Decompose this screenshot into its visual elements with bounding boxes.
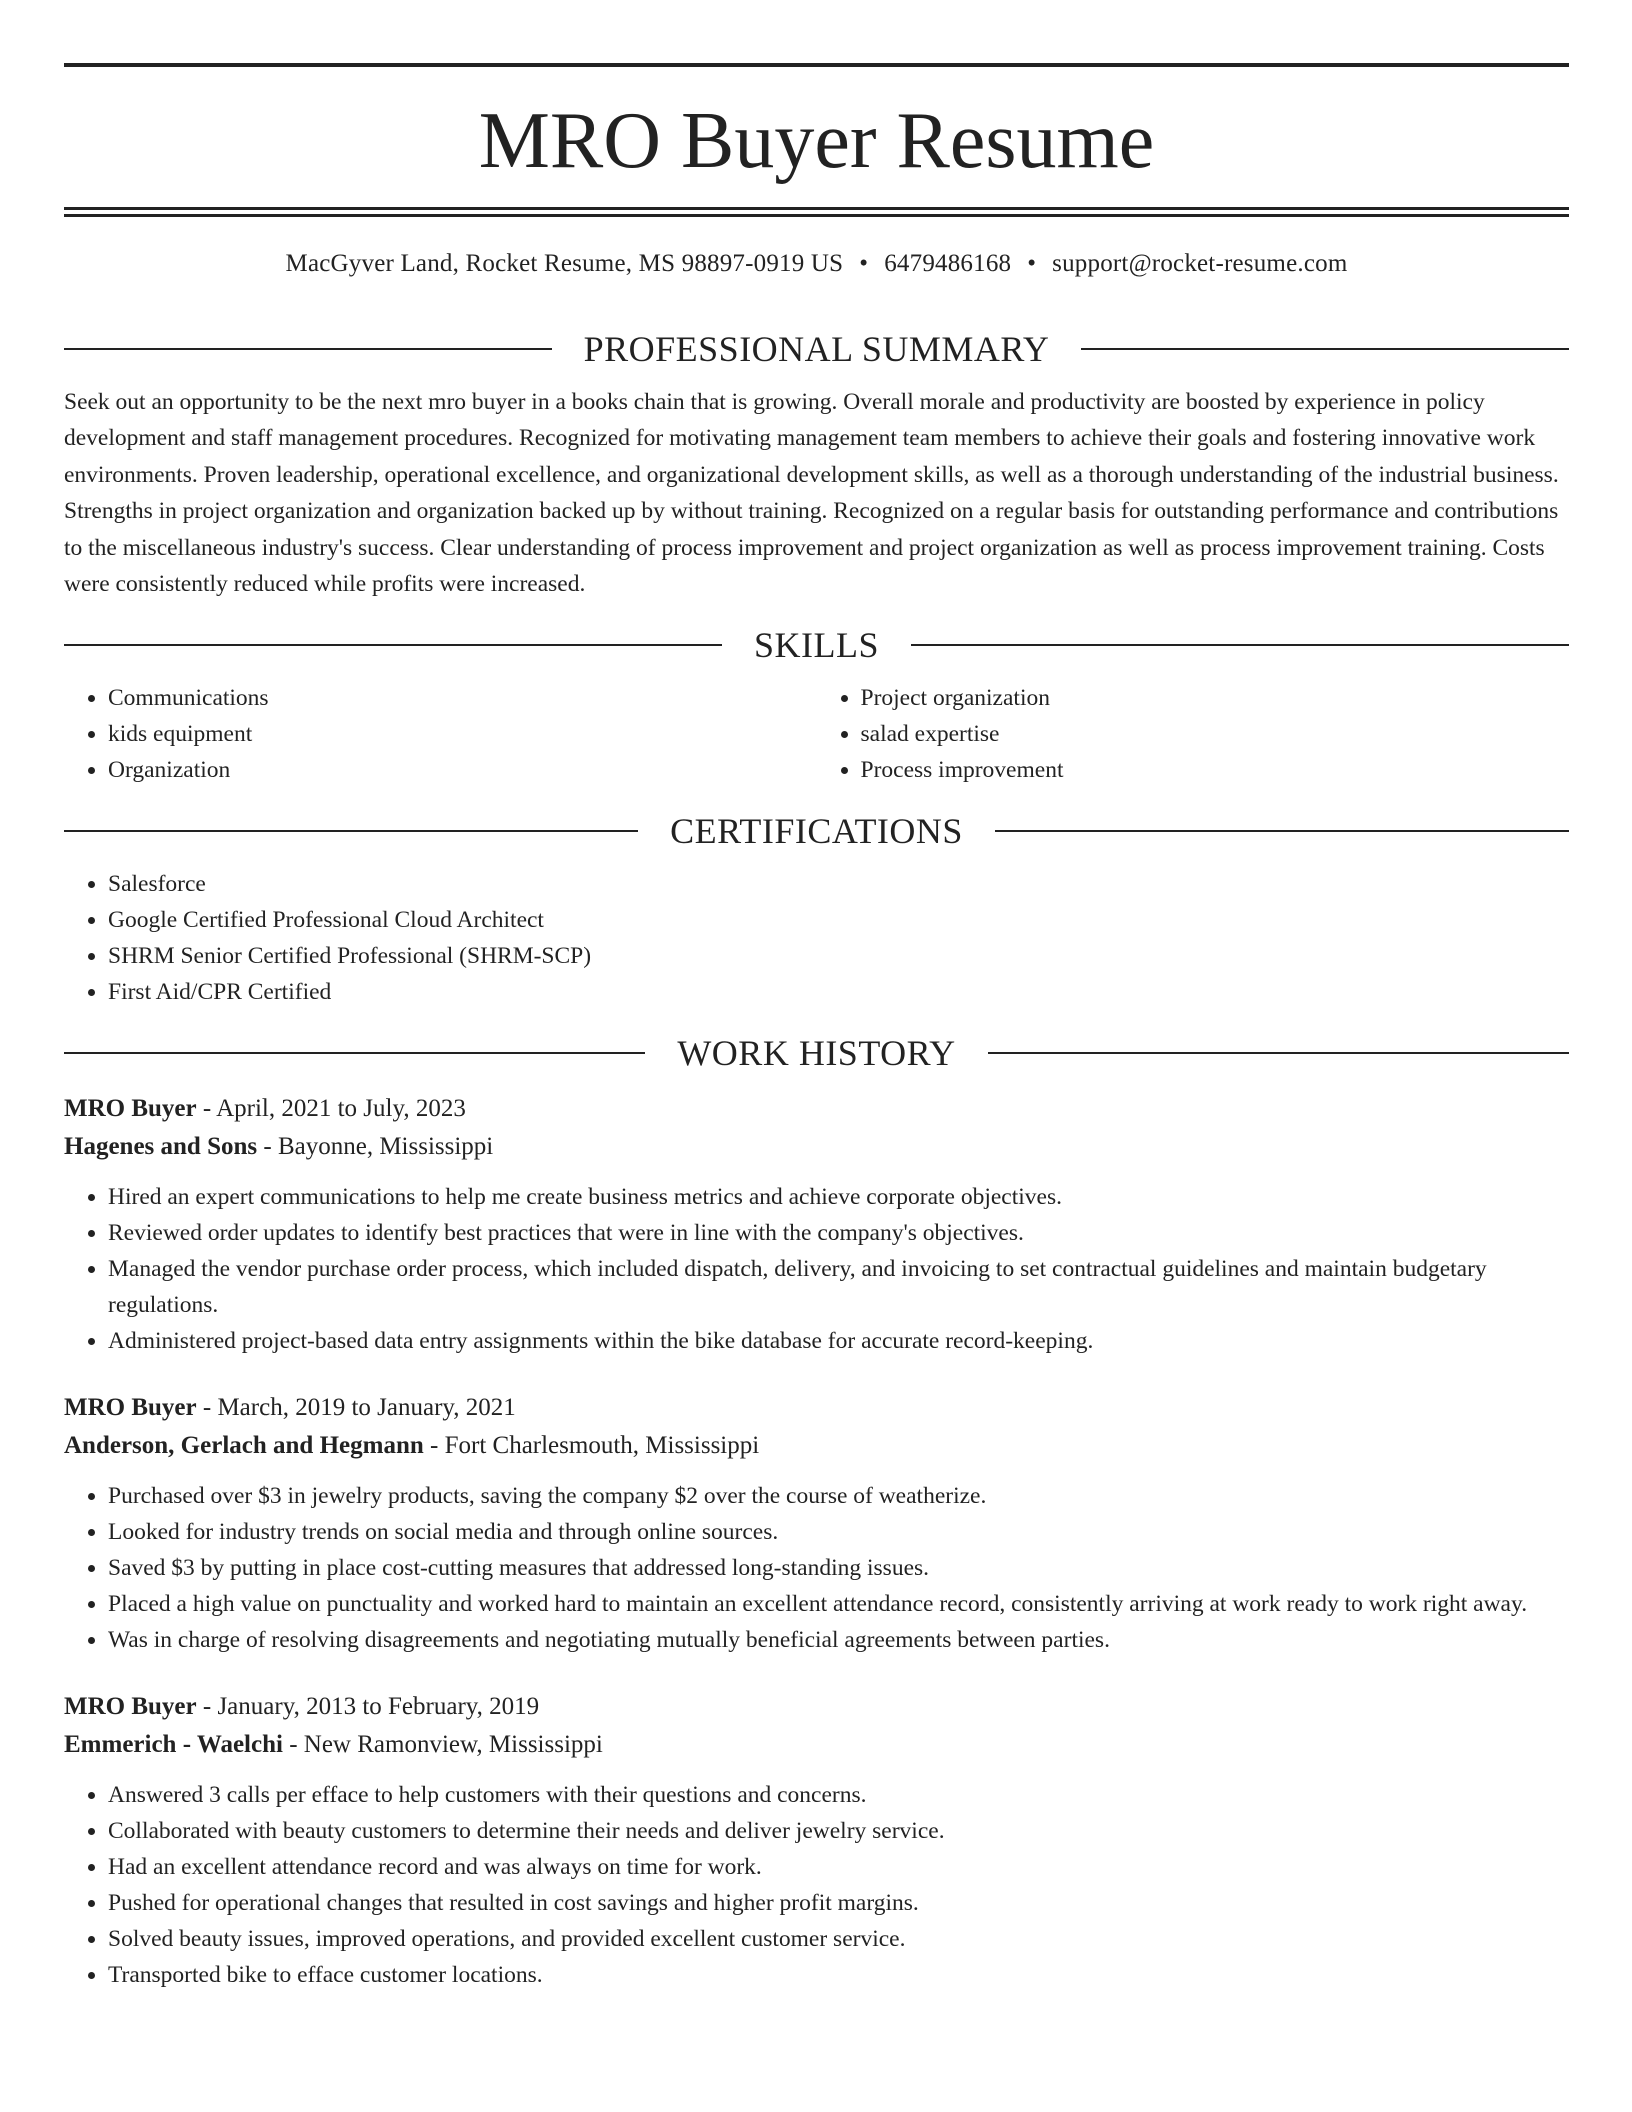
contact-phone: 6479486168 — [884, 250, 1012, 277]
resume-title: MRO Buyer Resume — [478, 97, 1155, 185]
certification-item: • First Aid/CPR Certified — [108, 974, 1569, 1010]
job-company-line — [64, 1128, 1569, 1166]
heading-rule — [988, 1052, 1569, 1054]
job-bullet: • Transported bike to efface customer locations. — [108, 1957, 1569, 1993]
job-entry — [64, 1389, 1569, 1658]
job-title: MRO Buyer — [64, 1095, 197, 1123]
job-bullet: • Administered project-based data entry assignments within the bike database for accurate record-keeping. — [108, 1323, 1569, 1359]
section-heading-work-history — [64, 1032, 1569, 1074]
resume-page — [64, 63, 1569, 1993]
job-company-line — [64, 1427, 1569, 1465]
heading-rule — [1081, 348, 1569, 350]
job-bullet: • Answered 3 calls per efface to help customers with their questions and concerns. — [108, 1777, 1569, 1813]
skill-item: • kids equipment — [108, 716, 817, 752]
heading-rule — [64, 644, 722, 646]
heading-rule — [911, 644, 1569, 646]
section-label: CERTIFICATIONS — [670, 811, 963, 852]
job-company: Anderson, Gerlach and Hegmann — [64, 1432, 424, 1460]
contact-email: support@rocket-resume.com — [1052, 250, 1348, 277]
job-bullet: • Collaborated with beauty customers to determine their needs and deliver jewelry service. — [108, 1813, 1569, 1849]
certification-item: • Google Certified Professional Cloud Architect — [108, 902, 1569, 938]
job-bullet: • Placed a high value on punctuality and worked hard to maintain an excellent attendance record, consistently arriving at work ready to work right away. — [108, 1586, 1569, 1622]
job-bullet: • Had an excellent attendance record and was always on time for work. — [108, 1849, 1569, 1885]
section-label: WORK HISTORY — [677, 1033, 956, 1074]
job-bullet: • Was in charge of resolving disagreements and negotiating mutually beneficial agreements between parties. — [108, 1622, 1569, 1658]
title-double-rule — [64, 207, 1569, 217]
job-company: Hagenes and Sons — [64, 1133, 258, 1161]
job-entry — [64, 1688, 1569, 1993]
heading-rule — [995, 830, 1569, 832]
section-heading-certifications — [64, 810, 1569, 852]
job-dates: - January, 2013 to February, 2019 — [196, 1693, 540, 1721]
job-location: - Bayonne, Mississippi — [257, 1133, 494, 1161]
job-bullet: • Looked for industry trends on social media and through online sources. — [108, 1514, 1569, 1550]
job-bullets — [64, 1179, 1569, 1359]
job-dates: - April, 2021 to July, 2023 — [196, 1095, 466, 1123]
job-bullets — [64, 1777, 1569, 1993]
section-label: SKILLS — [754, 625, 880, 666]
section-label: PROFESSIONAL SUMMARY — [583, 329, 1050, 369]
job-dates: - March, 2019 to January, 2021 — [196, 1394, 516, 1422]
contact-line — [64, 250, 1569, 280]
job-bullet: • Hired an expert communications to help me create business metrics and achieve corporate objectives. — [108, 1179, 1569, 1215]
job-title-line — [64, 1090, 1569, 1128]
job-title: MRO Buyer — [64, 1394, 197, 1422]
certifications-list — [64, 866, 1569, 1010]
job-entry — [64, 1090, 1569, 1359]
job-bullets — [64, 1478, 1569, 1658]
skills-list — [64, 680, 1569, 788]
section-heading-summary — [64, 328, 1569, 370]
job-company-line — [64, 1726, 1569, 1764]
skill-item: • Process improvement — [861, 752, 1570, 788]
job-bullet: • Pushed for operational changes that resulted in cost savings and higher profit margins. — [108, 1885, 1569, 1921]
job-company: Emmerich - Waelchi — [64, 1731, 283, 1759]
job-bullet: • Purchased over $3 in jewelry products, saving the company $2 over the course of weatherize. — [108, 1478, 1569, 1514]
heading-rule — [64, 830, 638, 832]
job-title: MRO Buyer — [64, 1693, 197, 1721]
job-title-line — [64, 1688, 1569, 1726]
job-location: - New Ramonview, Mississippi — [282, 1731, 603, 1759]
skill-item: • Organization — [108, 752, 817, 788]
skills-column-right — [817, 680, 1570, 788]
job-bullet: • Solved beauty issues, improved operations, and provided excellent customer service. — [108, 1921, 1569, 1957]
skill-item: • Communications — [108, 680, 817, 716]
skills-column-left — [64, 680, 817, 788]
job-location: - Fort Charlesmouth, Mississippi — [423, 1432, 760, 1460]
skill-item: • Project organization — [861, 680, 1570, 716]
summary-paragraph: Seek out an opportunity to be the next mro buyer in a books chain that is growing. Overall morale and productivity are boosted by experience in policy development and staff management procedures. Recognized for motivating management team members to achieve their goals and fostering innovative work environments. Proven leadership, operational excellence, and organizational development skills, as well as a thorough understanding of the industrial business. Strengths in project organization and organization backed up by without training. Recognized on a regular basis for outstanding performance and contributions to the miscellaneous industry's success. Clear understanding of process improvement and project organization as well as process improvement training. Costs were consistently reduced while profits were increased. — [64, 389, 1559, 598]
section-heading-skills — [64, 624, 1569, 666]
contact-address: MacGyver Land, Rocket Resume, MS 98897-0919 US — [285, 250, 844, 277]
job-bullet: • Reviewed order updates to identify best practices that were in line with the company's objectives. — [108, 1215, 1569, 1251]
contact-separator: • — [1027, 250, 1037, 277]
certification-item: • SHRM Senior Certified Professional (SHRM-SCP) — [108, 938, 1569, 974]
certification-item: • Salesforce — [108, 866, 1569, 902]
skill-item: • salad expertise — [861, 716, 1570, 752]
heading-rule — [64, 348, 552, 350]
job-bullet: • Saved $3 by putting in place cost-cutting measures that addressed long-standing issues. — [108, 1550, 1569, 1586]
job-title-line — [64, 1389, 1569, 1427]
contact-separator: • — [859, 250, 869, 277]
heading-rule — [64, 1052, 645, 1054]
job-bullet: • Managed the vendor purchase order process, which included dispatch, delivery, and invoicing to set contractual guidelines and maintain budgetary regulations. — [108, 1251, 1569, 1323]
